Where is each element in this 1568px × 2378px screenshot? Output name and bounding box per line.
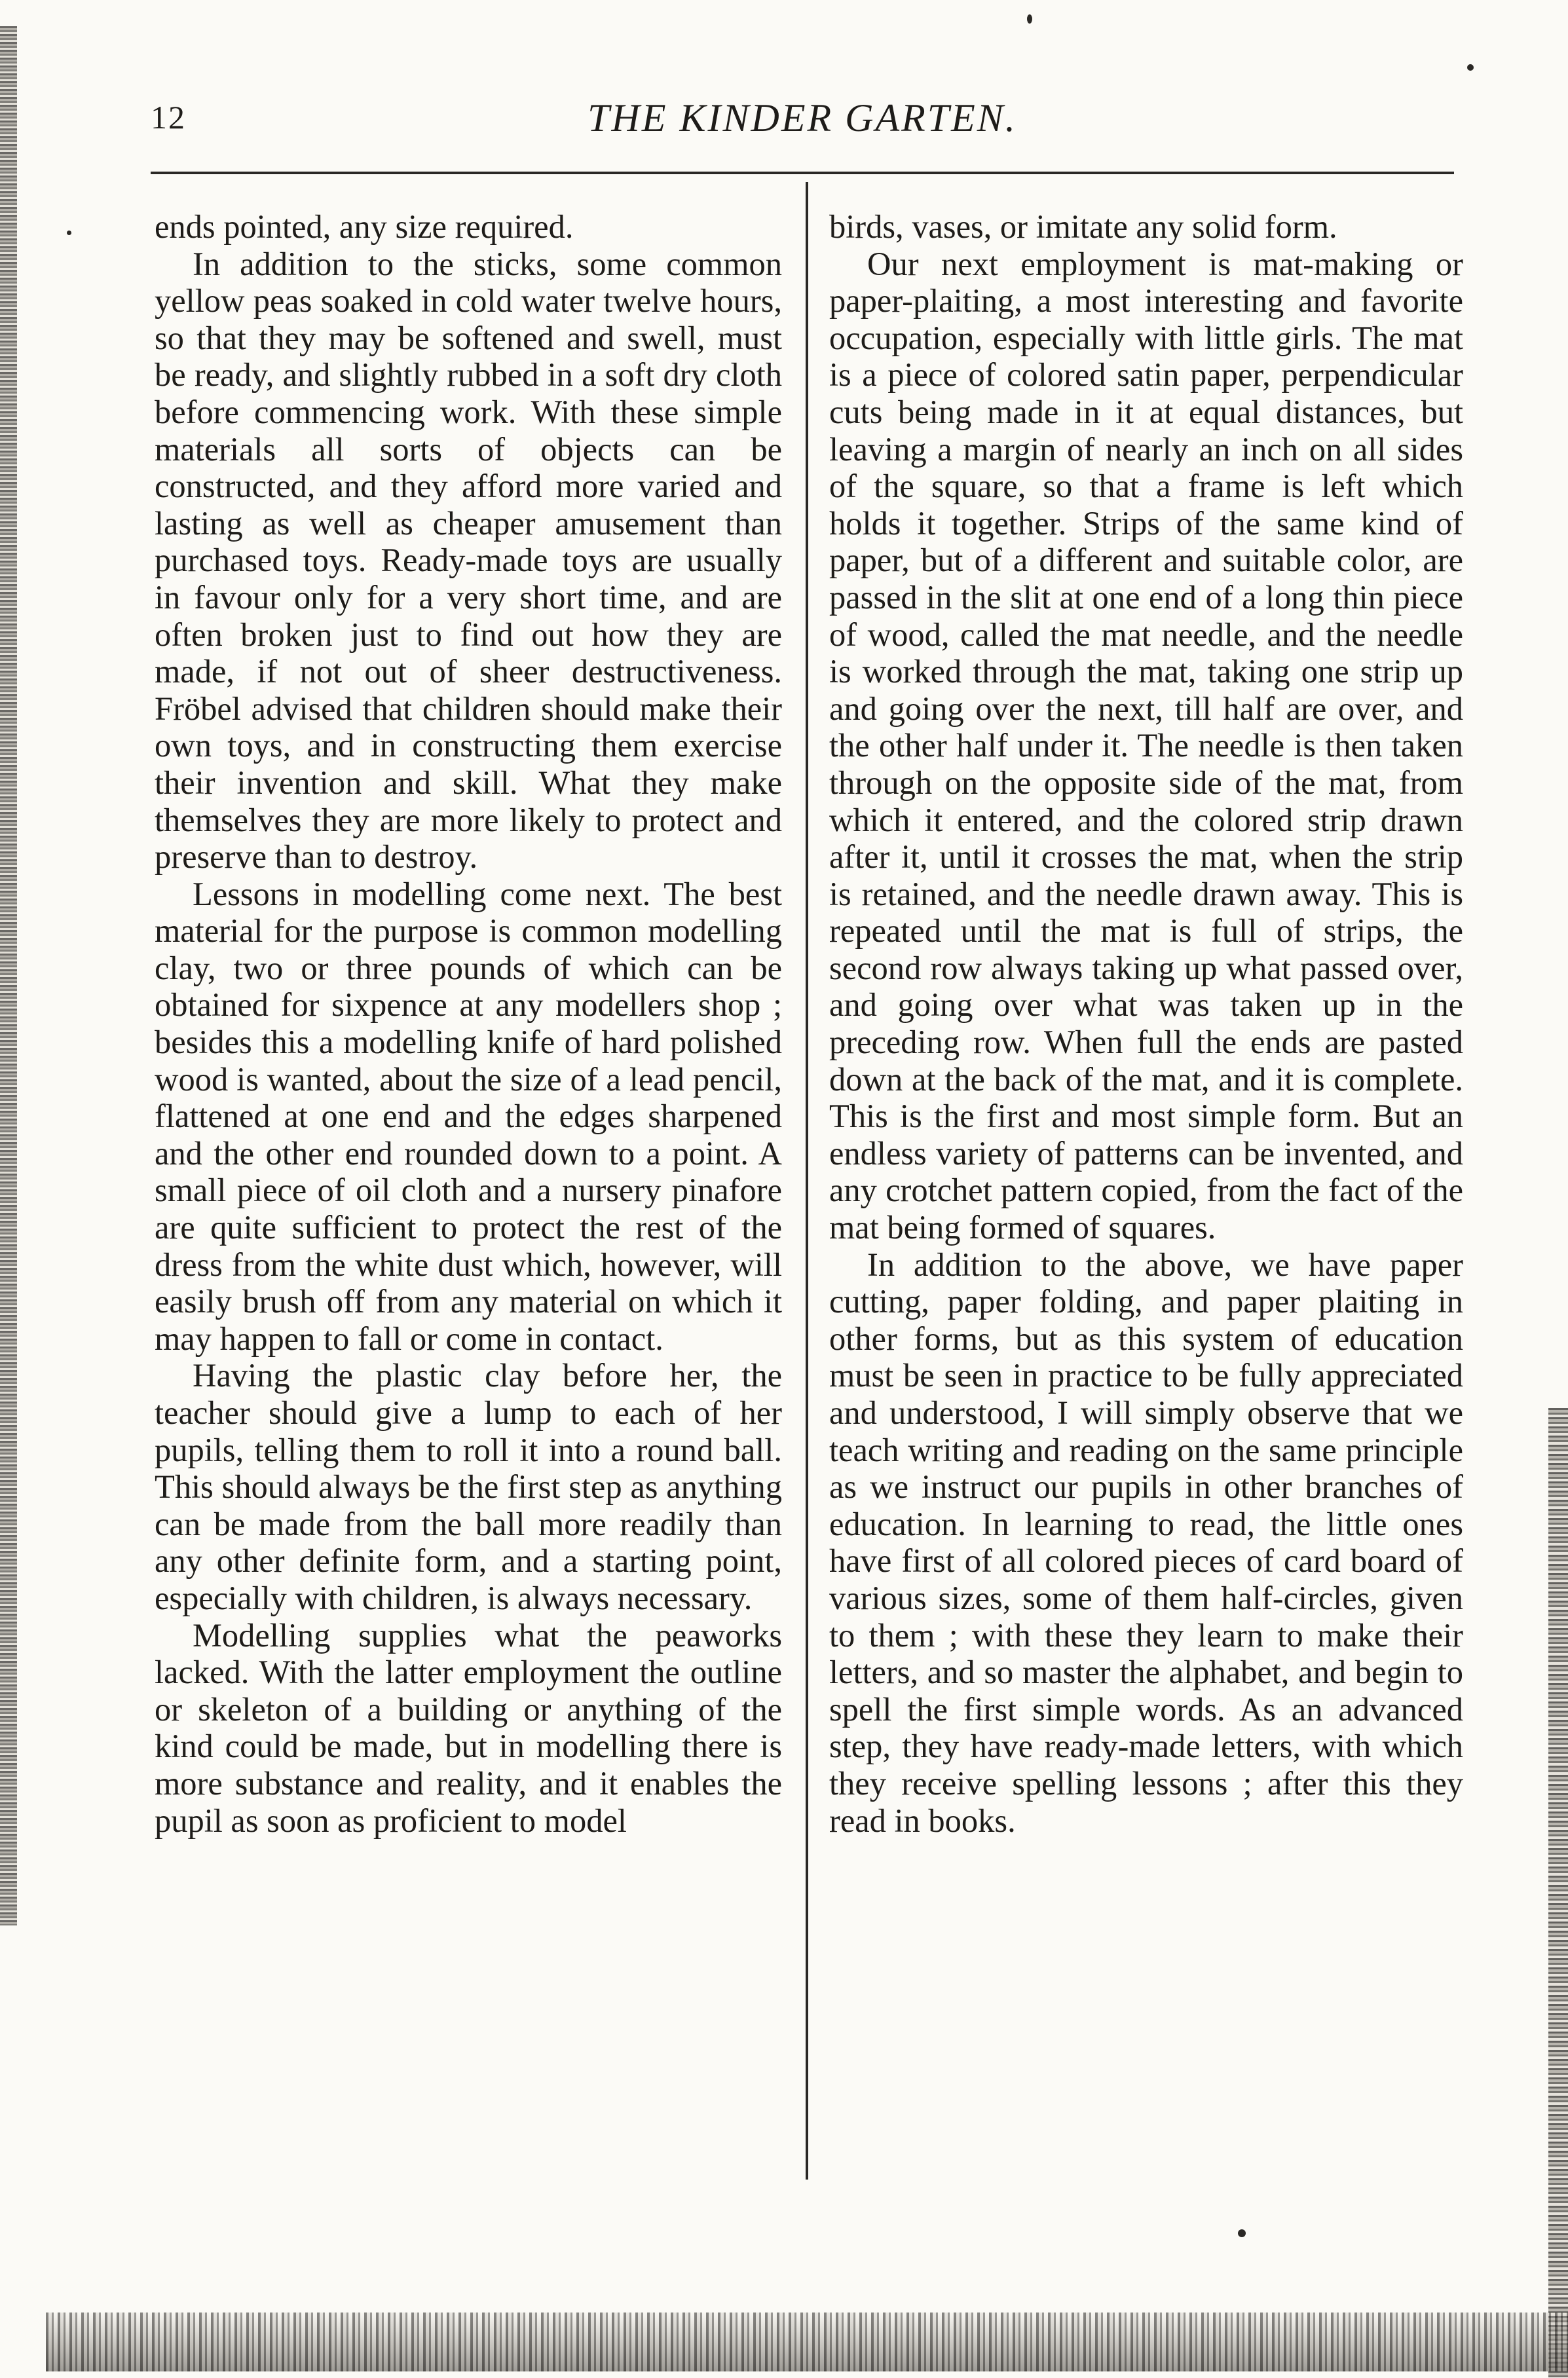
right-scan-edge <box>1548 1408 1568 2377</box>
ink-speck <box>1467 64 1474 71</box>
left-column <box>155 208 782 1839</box>
left-scan-edge <box>0 26 17 1925</box>
paragraph: Modelling supplies what the peaworks lacked. With the latter employment the outline or skeleton of a building or anything of the kind could be made, but in modelling there is more substance and reality, and it enables the pupil as soon as proficient to model <box>155 1616 782 1839</box>
paragraph: birds, vases, or imitate any solid form. <box>829 208 1337 245</box>
ink-speck <box>67 231 71 235</box>
header-rule <box>151 172 1454 174</box>
paragraph: In addition to the above, we have paper cutting, paper folding, and paper plaiting in other forms, but as this system of education must be seen in practice to be fully appreciated and understood, I will simply observe that we teach writing and reading on the same principle as we instruct our pupils in other branches of education. In learning to read, the little ones have first of all colored pieces of card board of various sizes, some of them half-circles, given to them ; with these they learn to make their letters, and so master the alphabet, and begin to spell the first simple words. As an advanced step, they have ready-made letters, with which they receive spelling lessons ; after this they read in books. <box>829 1246 1463 1839</box>
ink-speck <box>1027 14 1032 24</box>
paragraph: In addition to the sticks, some common yellow peas soaked in cold water twelve hours, so that they may be softened and swell, must be ready, and slightly rubbed in a soft dry cloth before commencing work. With these simple materials all sorts of objects can be constructed, and they afford more varied and lasting as well as cheaper amusement than purchased toys. Ready-made toys are usually in favour only for a very short time, and are often broken just to find out how they are made, if not out of sheer destructiveness. Fröbel advised that children should make their own toys, and in constructing them exercise their invention and skill. What they make themselves they are more likely to protect and preserve than to destroy. <box>155 245 782 876</box>
ink-speck <box>1238 2229 1246 2237</box>
bottom-scan-edge <box>46 2313 1568 2371</box>
paragraph: Lessons in modelling come next. The best material for the purpose is common modelling clay, two or three pounds of which can be obtained for sixpence at any modellers shop ; besides this a modelling knife of hard polished wood is wanted, about the size of a lead pencil, flattened at one end and the edges sharpened and the other end rounded down to a point. A small piece of oil cloth and a nursery pinafore are quite sufficient to protect the rest of the dress from the white dust which, however, will easily brush off from any material on which it may happen to fall or come in contact. <box>155 875 782 1357</box>
paragraph: Having the plastic clay before her, the teacher should give a lump to each of her pupils, telling them to roll it into a round ball. This should always be the first step as anything can be made from the ball more readily than any other definite form, and a starting point, especially with children, is always necessary. <box>155 1357 782 1616</box>
page-number: 12 <box>151 99 186 136</box>
running-title: THE KINDER GARTEN. <box>588 96 1017 139</box>
paragraph: ends pointed, any size required. <box>155 208 574 245</box>
page-header <box>151 98 1454 151</box>
right-column <box>829 208 1463 1839</box>
paragraph: Our next employment is mat-making or paper-plaiting, a most interesting and favorite occupation, especially with little girls. The mat is a piece of colored satin paper, perpendicular cuts being made in it at equal distances, but leaving a margin of nearly an inch on all sides of the square, so that a frame is left which holds it together. Strips of the same kind of paper, but of a different and suitable color, are passed in the slit at one end of a long thin piece of wood, called the mat needle, and the needle is worked through the mat, taking one strip up and going over the next, till half are over, and the other half under it. The needle is then taken through on the opposite side of the mat, from which it entered, and the colored strip drawn after it, until it crosses the mat, when the strip is retained, and the needle drawn away. This is repeated until the mat is full of strips, the second row always taking up what passed over, and going over what was taken up in the preceding row. When full the ends are pasted down at the back of the mat, and it is complete. This is the first and most simple form. But an endless variety of patterns can be invented, and any crotchet pattern copied, from the fact of the mat being formed of squares. <box>829 245 1463 1246</box>
column-divider <box>806 182 808 2180</box>
